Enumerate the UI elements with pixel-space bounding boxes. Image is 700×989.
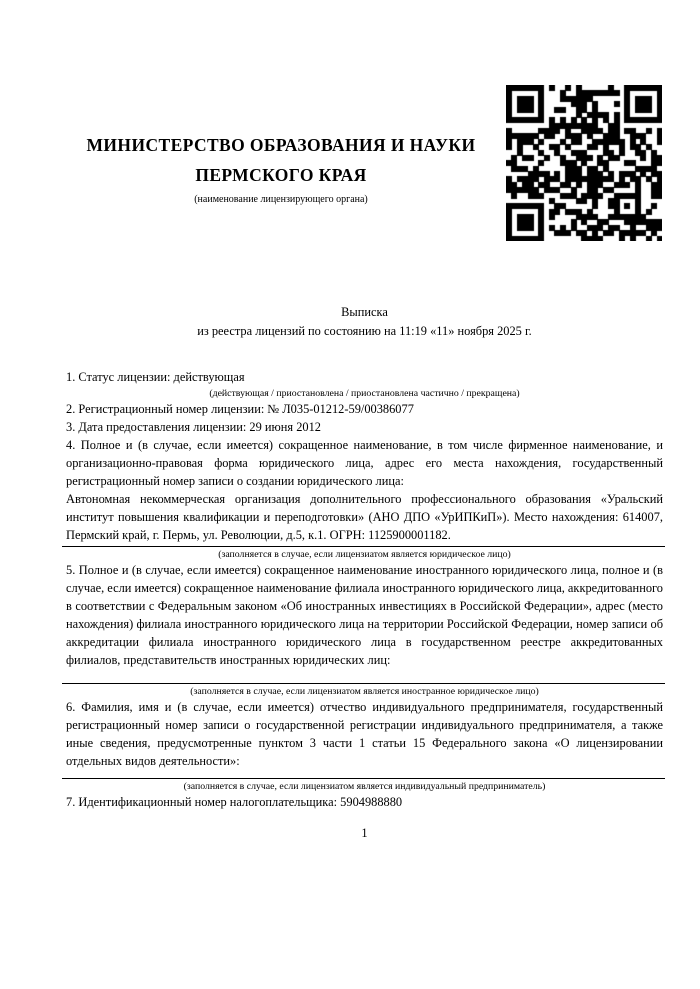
- entrepreneur-clause: 6. Фамилия, имя и (в случае, если имеется) отчество индивидуального предпринимателя, государственный регистрационный номер записи о государственной регистрации индивидуального предпринимателя, а также иные сведения, предусмотренные пунктом 3 части 1 статьи 15 Федерального закона «О лицензировании отдельных видов деятельности»:: [66, 700, 663, 768]
- entrepreneur-caption: (заполняется в случае, если лицензиатом является индивидуальный предприниматель): [183, 781, 546, 792]
- document-title-line2: из реестра лицензий по состоянию на 11:19 «11» ноября 2025 г.: [197, 324, 532, 338]
- page-number: 1: [361, 826, 368, 840]
- ministry-name-line2: ПЕРМСКОГО КРАЯ: [195, 165, 367, 185]
- foreign-entity-caption: (заполняется в случае, если лицензиатом является иностранное юридическое лицо): [190, 686, 539, 697]
- document-title-line1: Выписка: [341, 305, 388, 319]
- separator-line: [62, 683, 665, 684]
- document-title: [66, 303, 663, 341]
- legal-entity-caption: (заполняется в случае, если лицензиатом является юридическое лицо): [218, 549, 511, 560]
- license-registration-number: 2. Регистрационный номер лицензии: № Л035-01212-59/00386077: [66, 402, 414, 416]
- licensing-authority-caption: (наименование лицензирующего органа): [194, 194, 368, 205]
- ministry-name-line1: МИНИСТЕРСТВО ОБРАЗОВАНИЯ И НАУКИ: [86, 135, 476, 155]
- qr-code-icon: [506, 85, 662, 241]
- license-grant-date: 3. Дата предоставления лицензии: 29 июня 2012: [66, 420, 322, 434]
- document-body: [66, 368, 663, 842]
- foreign-entity-clause: 5. Полное и (в случае, если имеется) сокращенное наименование иностранного юридического лица, полное и (в случае, если имеется) сокращенное наименование филиала иностранного юридического лица, аккредитованного в соответствии с Федеральным законом «Об иностранных инвестициях в Российской Федерации», адрес (место нахождения) филиала иностранного юридического лица на территории Российской Федерации, номер записи об аккредитации филиала иностранного юридического лица в государственном реестре аккредитованных филиалов, представительств иностранных юридических лиц:: [66, 563, 663, 667]
- legal-entity-value: Автономная некоммерческая организация дополнительного профессионального образования «Уральский институт повышения квалификации и переподготовки» (АНО ДПО «УрИПКиП»). Место нахождения: 614007, Пермский край, г. Пермь, ул. Революции, д.5, к.1. ОГРН: 1125900001182.: [66, 492, 663, 542]
- license-status-caption: (действующая / приостановлена / приостановлена частично / прекращена): [209, 388, 520, 399]
- separator-line: [62, 546, 665, 547]
- foreign-entity-value: [66, 669, 663, 681]
- taxpayer-id: 7. Идентификационный номер налогоплательщика: 5904988880: [66, 795, 403, 809]
- legal-entity-clause: 4. Полное и (в случае, если имеется) сокращенное наименование, в том числе фирменное наименование, и организационно-правовая форма юридического лица, адрес его места нахождения, государственный регистрационный номер записи о создании юридического лица:: [66, 438, 663, 488]
- license-status: 1. Статус лицензии: действующая: [66, 370, 245, 384]
- licensing-authority-header: [66, 130, 496, 206]
- separator-line: [62, 778, 665, 779]
